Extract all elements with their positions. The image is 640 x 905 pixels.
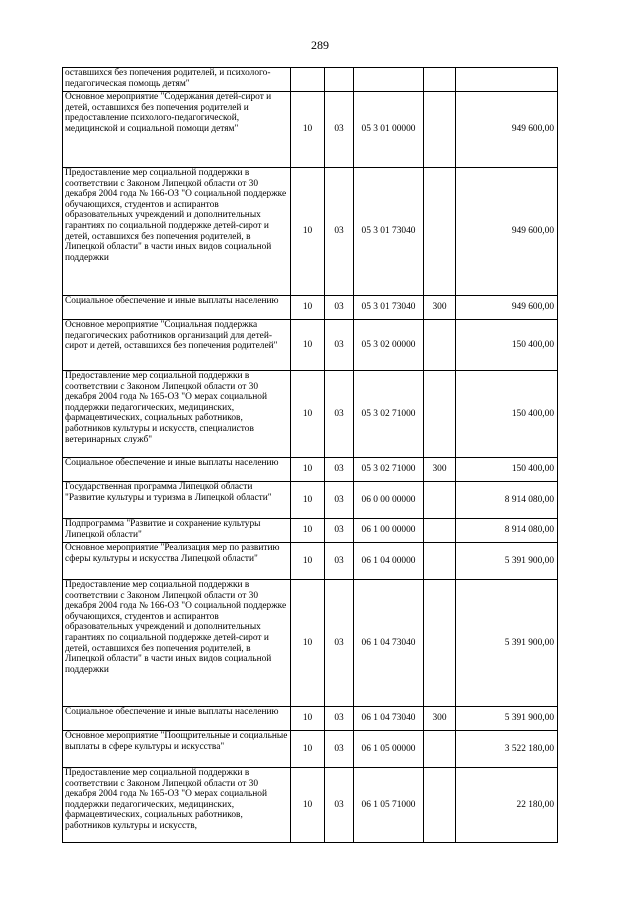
page-number: 289 [311, 38, 329, 52]
table-row [63, 768, 558, 843]
amount-cell: 150 400,00 [456, 458, 558, 482]
row-name-cell: Предоставление мер социальной поддержки в соответствии с Законом Липецкой области от 30 декабря 2004 года № 166-ОЗ "О социальной поддержке обучающихся, студентов и аспирантов образовательных учреждений и дополнительных гарантиях по социальной поддержке детей-сирот и детей, оставшихся без попечения родителей, в Липецкой области" в части иных видов социальной поддержки [63, 580, 291, 707]
expense-type-cell [424, 320, 456, 371]
budget-table-body [63, 68, 558, 843]
target-article-cell: 06 1 00 00000 [354, 519, 424, 543]
subsection-cell: 03 [325, 519, 354, 543]
expense-type-cell [424, 371, 456, 458]
target-article-cell: 06 1 04 00000 [354, 543, 424, 580]
expense-type-cell [424, 768, 456, 843]
section-cell: 10 [291, 519, 325, 543]
subsection-cell: 03 [325, 543, 354, 580]
target-article-cell: 06 0 00 00000 [354, 482, 424, 519]
subsection-cell: 03 [325, 92, 354, 168]
section-cell: 10 [291, 92, 325, 168]
target-article-cell: 06 1 05 00000 [354, 731, 424, 768]
section-cell: 10 [291, 296, 325, 320]
target-article-cell: 06 1 04 73040 [354, 580, 424, 707]
table-row [63, 458, 558, 482]
table-row [63, 707, 558, 731]
expense-type-cell [424, 580, 456, 707]
row-name-cell: Социальное обеспечение и иные выплаты населению [63, 296, 291, 320]
expense-type-cell [424, 731, 456, 768]
expense-type-cell: 300 [424, 458, 456, 482]
target-article-cell: 05 3 02 71000 [354, 458, 424, 482]
section-cell: 10 [291, 371, 325, 458]
subsection-cell: 03 [325, 707, 354, 731]
amount-cell: 22 180,00 [456, 768, 558, 843]
target-article-cell: 05 3 02 71000 [354, 371, 424, 458]
row-name-cell: Социальное обеспечение и иные выплаты населению [63, 707, 291, 731]
expense-type-cell [424, 168, 456, 296]
row-name-cell: Предоставление мер социальной поддержки в соответствии с Законом Липецкой области от 30 декабря 2004 года № 166-ОЗ "О социальной поддержке обучающихся, студентов и аспирантов образовательных учреждений и дополнительных гарантиях по социальной поддержке детей-сирот и детей, оставшихся без попечения родителей, в Липецкой области" в части иных видов социальной поддержки [63, 168, 291, 296]
section-cell: 10 [291, 707, 325, 731]
subsection-cell: 03 [325, 768, 354, 843]
expense-type-cell [424, 543, 456, 580]
section-cell: 10 [291, 543, 325, 580]
table-row [63, 168, 558, 296]
section-cell: 10 [291, 731, 325, 768]
expense-type-cell: 300 [424, 707, 456, 731]
amount-cell: 5 391 900,00 [456, 580, 558, 707]
section-cell: 10 [291, 458, 325, 482]
subsection-cell: 03 [325, 320, 354, 371]
table-row [63, 543, 558, 580]
section-cell: 10 [291, 168, 325, 296]
table-row [63, 482, 558, 519]
subsection-cell: 03 [325, 168, 354, 296]
amount-cell: 5 391 900,00 [456, 707, 558, 731]
table-row [63, 580, 558, 707]
table-row [63, 320, 558, 371]
target-article-cell [354, 68, 424, 92]
table-row [63, 92, 558, 168]
subsection-cell: 03 [325, 296, 354, 320]
amount-cell: 949 600,00 [456, 92, 558, 168]
table-row [63, 731, 558, 768]
expense-type-cell [424, 482, 456, 519]
row-name-cell: Основное мероприятие "Реализация мер по развитию сферы культуры и искусства Липецкой области" [63, 543, 291, 580]
row-name-cell: Предоставление мер социальной поддержки в соответствии с Законом Липецкой области от 30 декабря 2004 года № 165-ОЗ "О мерах социальной поддержки педагогических, медицинских, фармацевтических, социальных работников, работников культуры и искусств, [63, 768, 291, 843]
budget-table [62, 67, 558, 843]
amount-cell: 150 400,00 [456, 371, 558, 458]
subsection-cell: 03 [325, 482, 354, 519]
target-article-cell: 05 3 01 73040 [354, 168, 424, 296]
table-row [63, 371, 558, 458]
expense-type-cell [424, 68, 456, 92]
amount-cell: 8 914 080,00 [456, 482, 558, 519]
amount-cell: 949 600,00 [456, 168, 558, 296]
table-row [63, 296, 558, 320]
target-article-cell: 06 1 05 71000 [354, 768, 424, 843]
target-article-cell: 05 3 02 00000 [354, 320, 424, 371]
table-row [63, 68, 558, 92]
row-name-cell: оставшихся без попечения родителей, и психолого-педагогическая помощь детям" [63, 68, 291, 92]
row-name-cell: Государственная программа Липецкой области "Развитие культуры и туризма в Липецкой области" [63, 482, 291, 519]
row-name-cell: Основное мероприятие "Поощрительные и социальные выплаты в сфере культуры и искусства" [63, 731, 291, 768]
amount-cell: 3 522 180,00 [456, 731, 558, 768]
amount-cell: 949 600,00 [456, 296, 558, 320]
amount-cell: 150 400,00 [456, 320, 558, 371]
expense-type-cell [424, 519, 456, 543]
section-cell: 10 [291, 768, 325, 843]
row-name-cell: Предоставление мер социальной поддержки в соответствии с Законом Липецкой области от 30 декабря 2004 года № 165-ОЗ "О мерах социальной поддержки педагогических, медицинских, фармацевтических, социальных работников, работников культуры и искусств, специалистов ветеринарных служб" [63, 371, 291, 458]
section-cell [291, 68, 325, 92]
target-article-cell: 06 1 04 73040 [354, 707, 424, 731]
section-cell: 10 [291, 580, 325, 707]
section-cell: 10 [291, 482, 325, 519]
row-name-cell: Социальное обеспечение и иные выплаты населению [63, 458, 291, 482]
subsection-cell: 03 [325, 458, 354, 482]
section-cell: 10 [291, 320, 325, 371]
amount-cell [456, 68, 558, 92]
table-row [63, 519, 558, 543]
subsection-cell: 03 [325, 731, 354, 768]
row-name-cell: Подпрограмма "Развитие и сохранение культуры Липецкой области" [63, 519, 291, 543]
expense-type-cell: 300 [424, 296, 456, 320]
subsection-cell: 03 [325, 371, 354, 458]
row-name-cell: Основное мероприятие "Содержания детей-сирот и детей, оставшихся без попечения родителей и предоставление психолого-педагогической, медицинской и социальной помощи детям" [63, 92, 291, 168]
row-name-cell: Основное мероприятие "Социальная поддержка педагогических работников организаций для детей-сирот и детей, оставшихся без попечения родителей" [63, 320, 291, 371]
amount-cell: 8 914 080,00 [456, 519, 558, 543]
subsection-cell [325, 68, 354, 92]
target-article-cell: 05 3 01 73040 [354, 296, 424, 320]
amount-cell: 5 391 900,00 [456, 543, 558, 580]
target-article-cell: 05 3 01 00000 [354, 92, 424, 168]
expense-type-cell [424, 92, 456, 168]
subsection-cell: 03 [325, 580, 354, 707]
